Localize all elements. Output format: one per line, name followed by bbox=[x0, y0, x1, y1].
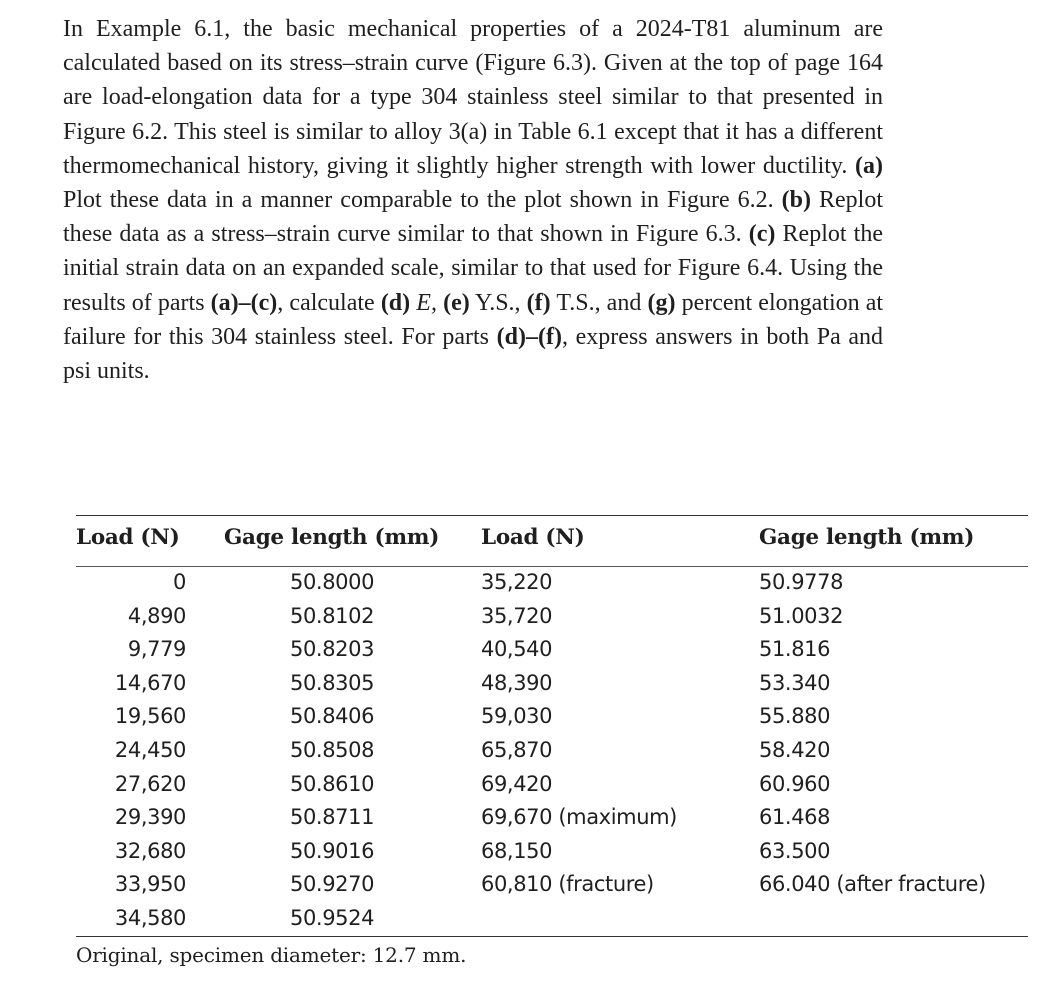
table-cell: 14,670 bbox=[114, 670, 186, 695]
table-cell: 32,680 bbox=[114, 838, 186, 863]
part-a-label: (a) bbox=[855, 152, 884, 179]
table-cell: 60.960 bbox=[759, 771, 831, 796]
table-footnote: Original, specimen diameter: 12.7 mm. bbox=[76, 943, 467, 967]
table-cell: 50.8610 bbox=[290, 771, 375, 796]
parts-d-f-label: (d)–(f) bbox=[496, 323, 562, 350]
part-c-text: Replot the initial strain data on an expanded scale, similar to that used for Figure 6.4. Using the results of parts bbox=[63, 221, 883, 316]
table-cell: 60,810 (fracture) bbox=[481, 872, 654, 897]
table-cell: 68,150 bbox=[481, 838, 553, 863]
part-f-label: (f) bbox=[526, 289, 551, 316]
header-load-1: Load (N) bbox=[76, 525, 180, 550]
table-cell: 50.8406 bbox=[290, 704, 375, 729]
table-cell: 50.8305 bbox=[290, 670, 375, 695]
table-cell: 50.9778 bbox=[759, 570, 844, 594]
closing-text: , express answers in both Pa and psi units. bbox=[63, 323, 884, 385]
table-cell: 53.340 bbox=[759, 670, 831, 695]
column-gage-length-2 bbox=[759, 566, 1049, 902]
part-b-label: (b) bbox=[781, 187, 811, 214]
part-a-text: Plot these data in a manner comparable to the plot shown in Figure 6.2. bbox=[63, 187, 774, 214]
table-cell: 66.040 (after fracture) bbox=[759, 872, 986, 897]
table-cell: 65,870 bbox=[481, 737, 553, 762]
table-cell: 61.468 bbox=[759, 805, 831, 830]
table-cell: 50.9270 bbox=[290, 872, 375, 897]
table-cell: 24,450 bbox=[114, 737, 186, 762]
parts-a-c-label: (a)–(c) bbox=[210, 289, 278, 316]
table-cell: 35,220 bbox=[481, 570, 553, 594]
table-top-rule bbox=[76, 515, 1028, 516]
table-cell: 48,390 bbox=[481, 670, 553, 695]
part-g-label: (g) bbox=[647, 289, 676, 316]
header-load-2: Load (N) bbox=[481, 525, 585, 550]
problem-statement bbox=[63, 12, 883, 388]
header-gage-length-1: Gage length (mm) bbox=[224, 525, 440, 550]
header-gage-length-2: Gage length (mm) bbox=[759, 525, 975, 550]
part-d-label: (d) bbox=[380, 289, 411, 316]
table-cell: 0 bbox=[173, 570, 186, 594]
part-e-text: Y.S., bbox=[474, 289, 521, 316]
table-cell: 50.8711 bbox=[290, 805, 375, 830]
table-cell: 29,390 bbox=[114, 805, 186, 830]
column-load-1 bbox=[76, 566, 186, 936]
calc-text: , calculate bbox=[277, 289, 375, 316]
part-f-text: T.S., and bbox=[556, 289, 642, 316]
table-cell: 55.880 bbox=[759, 704, 831, 729]
part-d-text: E, bbox=[416, 289, 437, 316]
table-cell: 50.8203 bbox=[290, 637, 375, 662]
table-cell: 50.8508 bbox=[290, 737, 375, 762]
table-cell: 9,779 bbox=[127, 637, 186, 662]
table-cell: 35,720 bbox=[481, 603, 553, 628]
table-cell: 63.500 bbox=[759, 838, 831, 863]
table-cell: 69,670 (maximum) bbox=[481, 805, 677, 830]
table-cell: 51.816 bbox=[759, 637, 831, 662]
table-bottom-rule bbox=[76, 936, 1028, 937]
table-cell: 50.9016 bbox=[290, 838, 375, 863]
part-e-label: (e) bbox=[443, 289, 470, 316]
table-cell: 34,580 bbox=[114, 905, 186, 930]
table-cell: 19,560 bbox=[114, 704, 186, 729]
table-cell: 4,890 bbox=[127, 603, 186, 628]
part-c-label: (c) bbox=[748, 221, 776, 248]
column-load-2 bbox=[481, 566, 741, 902]
part-g-text: percent elongation at failure for this 304 stainless steel. For parts bbox=[63, 289, 884, 350]
table-cell: 33,950 bbox=[114, 872, 186, 897]
table-cell: 50.9524 bbox=[290, 905, 375, 930]
table-cell: 27,620 bbox=[114, 771, 186, 796]
table-cell: 59,030 bbox=[481, 704, 553, 729]
table-cell: 51.0032 bbox=[759, 603, 844, 628]
table-cell: 50.8000 bbox=[290, 570, 375, 594]
part-b-text: Replot these data as a stress–strain curve similar to that shown in Figure 6.3. bbox=[63, 187, 884, 248]
problem-intro: In Example 6.1, the basic mechanical properties of a 2024-T81 aluminum are calculated based on its stress–strain curve (Figure 6.3). Given at the top of page 164 are load-elongation data for a type 304 stainless steel similar to that presented in Figure 6.2. This steel is similar to alloy 3(a) in Table 6.1 except that it has a different thermomechanical history, giving it slightly higher strength with lower ductility. bbox=[63, 16, 883, 179]
table-cell: 40,540 bbox=[481, 637, 553, 662]
column-gage-length-1 bbox=[290, 566, 400, 936]
table-cell: 50.8102 bbox=[290, 603, 375, 628]
table-cell: 69,420 bbox=[481, 771, 553, 796]
table-cell: 58.420 bbox=[759, 737, 831, 762]
